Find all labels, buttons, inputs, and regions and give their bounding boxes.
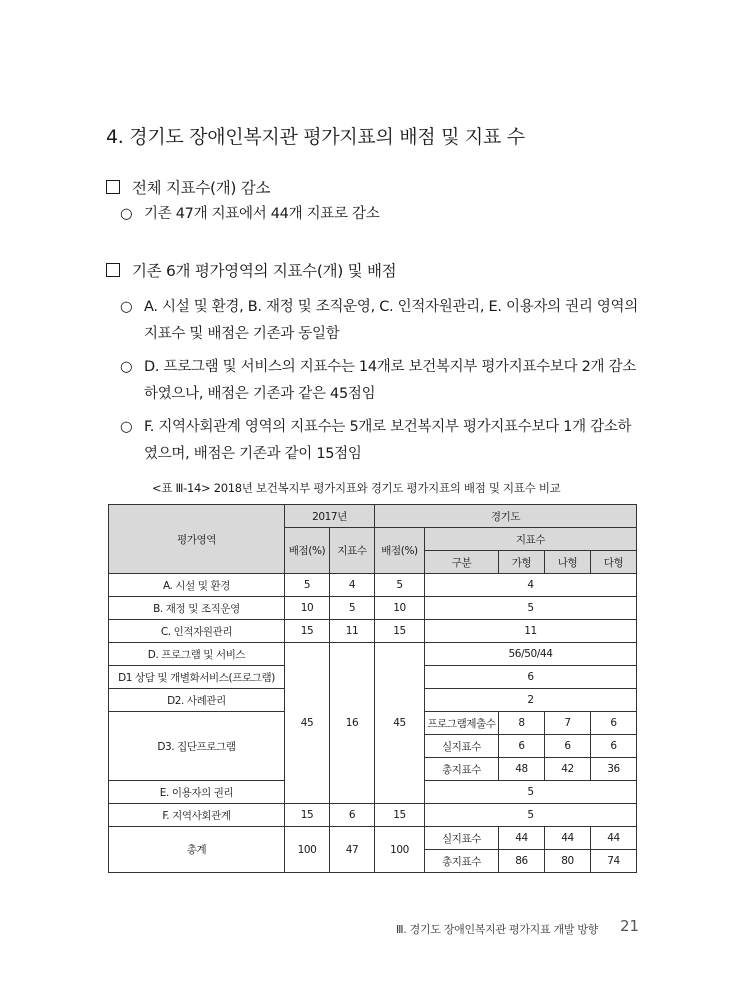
cell-count: 16 bbox=[330, 643, 375, 804]
cell-score: 15 bbox=[375, 804, 425, 827]
cell-area: B. 재정 및 조직운영 bbox=[109, 597, 285, 620]
cell-gubun: 실지표수 bbox=[425, 827, 499, 850]
footer-text: Ⅲ. 경기도 장애인복지관 평가지표 개발 방향 bbox=[396, 923, 599, 936]
cell-count: 5 bbox=[330, 597, 375, 620]
cell-count: 5 bbox=[425, 597, 637, 620]
cell-score: 5 bbox=[285, 574, 330, 597]
cell-gubun: 총지표수 bbox=[425, 850, 499, 873]
cell-ga: 6 bbox=[499, 735, 545, 758]
table-header-row bbox=[109, 505, 637, 528]
cell-ga: 48 bbox=[499, 758, 545, 781]
square-bullet-icon bbox=[106, 263, 120, 277]
cell-score: 10 bbox=[285, 597, 330, 620]
cell-na: 42 bbox=[545, 758, 591, 781]
header-gubun: 구분 bbox=[425, 551, 499, 574]
header-type-da: 다형 bbox=[591, 551, 637, 574]
cell-score: 5 bbox=[375, 574, 425, 597]
circle-bullet-icon: ○ bbox=[120, 206, 133, 222]
cell-score: 15 bbox=[375, 620, 425, 643]
cell-score: 10 bbox=[375, 597, 425, 620]
table-caption: <표 Ⅲ-14> 2018년 보건복지부 평가지표와 경기도 평가지표의 배점 및 지표수 비교 bbox=[152, 481, 561, 495]
cell-score: 15 bbox=[285, 620, 330, 643]
cell-score: 100 bbox=[285, 827, 330, 873]
bullet-line: 지표수 및 배점은 기존과 동일함 bbox=[144, 326, 340, 342]
bullet-line: 였으며, 배점은 기존과 같이 15점임 bbox=[144, 446, 362, 462]
table-row bbox=[109, 597, 637, 620]
header-gyeonggi: 경기도 bbox=[375, 505, 637, 528]
page-number: 21 bbox=[620, 917, 640, 935]
cell-ga: 86 bbox=[499, 850, 545, 873]
heading-areas bbox=[106, 259, 396, 281]
heading-text: 전체 지표수(개) 감소 bbox=[132, 179, 271, 197]
cell-score: 45 bbox=[285, 643, 330, 804]
bullet-text: 기존 47개 지표에서 44개 지표로 감소 bbox=[144, 206, 380, 222]
circle-bullet-icon: ○ bbox=[120, 419, 133, 435]
cell-score: 100 bbox=[375, 827, 425, 873]
cell-da: 36 bbox=[591, 758, 637, 781]
cell-area: D. 프로그램 및 서비스 bbox=[109, 643, 285, 666]
heading-total-indicators bbox=[106, 176, 270, 198]
bullet-line: A. 시설 및 환경, B. 재정 및 조직운영, C. 인적자원관리, E. 이용자의 권리 영역의 bbox=[144, 299, 638, 315]
cell-ga: 8 bbox=[499, 712, 545, 735]
header-score: 배점(%) bbox=[285, 528, 330, 574]
cell-count: 2 bbox=[425, 689, 637, 712]
cell-count: 6 bbox=[425, 666, 637, 689]
cell-count: 47 bbox=[330, 827, 375, 873]
bullet-item bbox=[120, 414, 631, 468]
cell-count: 4 bbox=[425, 574, 637, 597]
header-count: 지표수 bbox=[330, 528, 375, 574]
header-type-ga: 가형 bbox=[499, 551, 545, 574]
cell-count: 56/50/44 bbox=[425, 643, 637, 666]
cell-count: 6 bbox=[330, 804, 375, 827]
cell-area: F. 지역사회관계 bbox=[109, 804, 285, 827]
cell-gubun: 실지표수 bbox=[425, 735, 499, 758]
square-bullet-icon bbox=[106, 180, 120, 194]
cell-na: 44 bbox=[545, 827, 591, 850]
cell-count: 11 bbox=[330, 620, 375, 643]
cell-area: A. 시설 및 환경 bbox=[109, 574, 285, 597]
cell-na: 80 bbox=[545, 850, 591, 873]
bullet-item bbox=[120, 201, 379, 228]
table-row bbox=[109, 827, 637, 850]
cell-score: 15 bbox=[285, 804, 330, 827]
comparison-table bbox=[108, 504, 637, 873]
cell-area: C. 인적자원관리 bbox=[109, 620, 285, 643]
cell-na: 7 bbox=[545, 712, 591, 735]
cell-ga: 44 bbox=[499, 827, 545, 850]
bullet-line: D. 프로그램 및 서비스의 지표수는 14개로 보건복지부 평가지표수보다 2개 감소 bbox=[144, 359, 636, 375]
cell-count: 11 bbox=[425, 620, 637, 643]
header-count: 지표수 bbox=[425, 528, 637, 551]
cell-gubun: 프로그램제출수 bbox=[425, 712, 499, 735]
header-2017: 2017년 bbox=[285, 505, 375, 528]
cell-area: D2. 사례관리 bbox=[109, 689, 285, 712]
bullet-line: F. 지역사회관계 영역의 지표수는 5개로 보건복지부 평가지표수보다 1개 감소하 bbox=[144, 419, 632, 435]
bullet-item bbox=[120, 354, 636, 408]
section-title: 4. 경기도 장애인복지관 평가지표의 배점 및 지표 수 bbox=[106, 126, 525, 148]
cell-count: 5 bbox=[425, 781, 637, 804]
cell-area: D1 상담 및 개별화서비스(프로그램) bbox=[109, 666, 285, 689]
cell-na: 6 bbox=[545, 735, 591, 758]
cell-area: E. 이용자의 권리 bbox=[109, 781, 285, 804]
table-row bbox=[109, 643, 637, 666]
cell-da: 44 bbox=[591, 827, 637, 850]
header-type-na: 나형 bbox=[545, 551, 591, 574]
cell-gubun: 총지표수 bbox=[425, 758, 499, 781]
cell-score: 45 bbox=[375, 643, 425, 804]
cell-count: 4 bbox=[330, 574, 375, 597]
circle-bullet-icon: ○ bbox=[120, 359, 133, 375]
cell-da: 6 bbox=[591, 735, 637, 758]
table-row bbox=[109, 620, 637, 643]
cell-da: 74 bbox=[591, 850, 637, 873]
bullet-line: 하였으나, 배점은 기존과 같은 45점임 bbox=[144, 386, 376, 402]
bullet-item bbox=[120, 294, 638, 348]
cell-area: 총계 bbox=[109, 827, 285, 873]
cell-count: 5 bbox=[425, 804, 637, 827]
header-score: 배점(%) bbox=[375, 528, 425, 574]
table-row bbox=[109, 574, 637, 597]
table-row bbox=[109, 804, 637, 827]
cell-da: 6 bbox=[591, 712, 637, 735]
heading-text: 기존 6개 평가영역의 지표수(개) 및 배점 bbox=[132, 262, 397, 280]
header-area: 평가영역 bbox=[109, 505, 285, 574]
cell-area: D3. 집단프로그램 bbox=[109, 712, 285, 781]
circle-bullet-icon: ○ bbox=[120, 299, 133, 315]
